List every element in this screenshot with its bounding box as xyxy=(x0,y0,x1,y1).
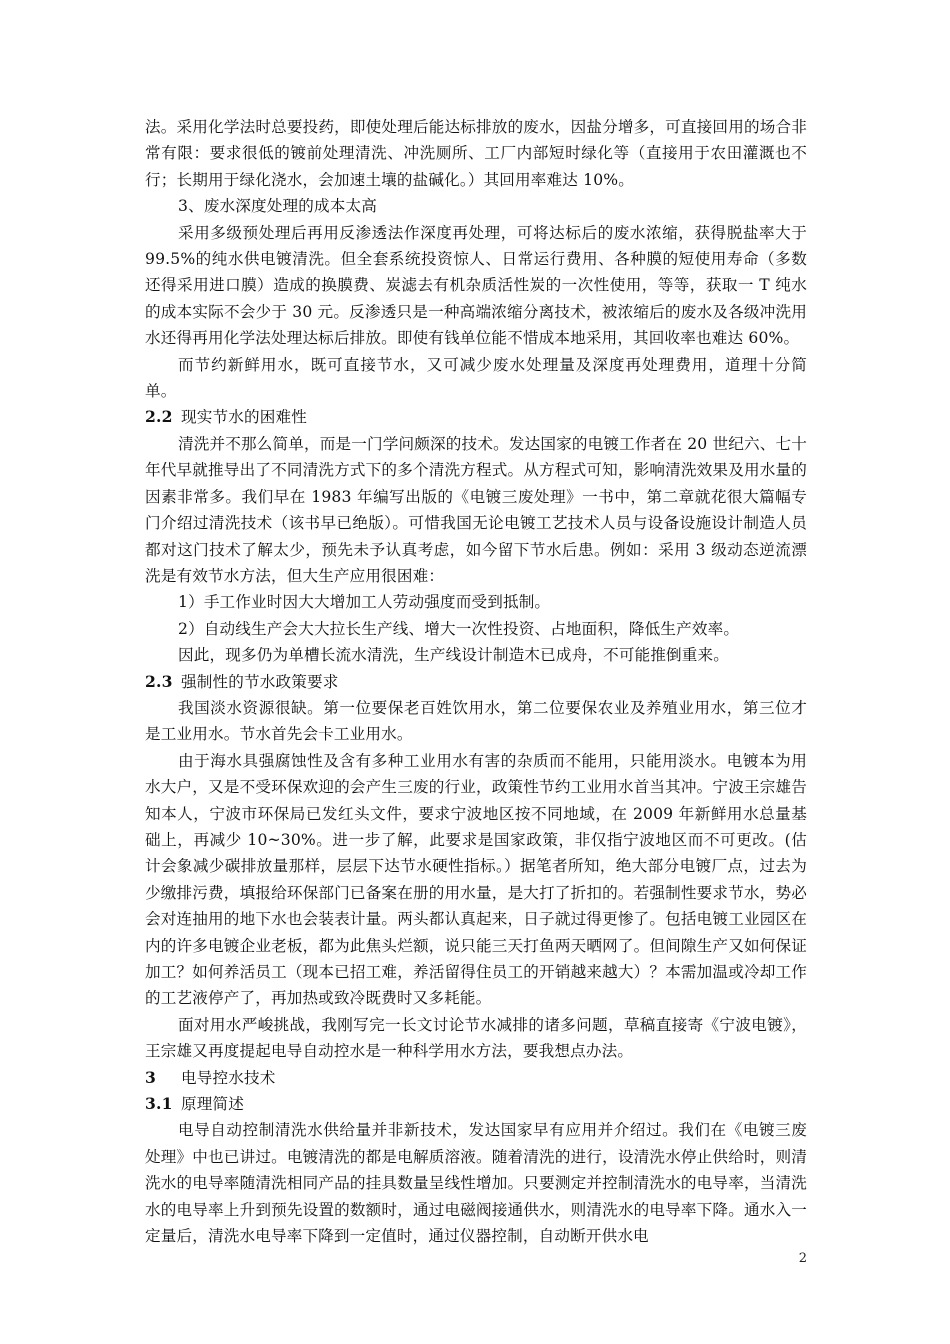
paragraph: 而节约新鲜用水，既可直接节水，又可减少废水处理量及深度再处理费用，道理十分简单。 xyxy=(145,355,807,401)
paragraph: 因此，现多仍为单槽长流水清洗，生产线设计制造木已成舟，不可能推倒重来。 xyxy=(178,646,730,665)
section-number: 2.3 xyxy=(145,671,173,691)
section-title: 现实节水的困难性 xyxy=(181,408,307,427)
section-number: 3 xyxy=(145,1067,157,1087)
section-title: 强制性的节水政策要求 xyxy=(181,672,339,691)
paragraph: 面对用水严峻挑战，我刚写完一长文讨论节水减排的诸多问题，草稿直接寄《宁波电镀》，王宗雄又再度提起电导自动控水是一种科学用水方法，要我想点办法。 xyxy=(145,1015,807,1061)
section-heading xyxy=(145,669,807,695)
section-heading xyxy=(145,1065,807,1091)
paragraph: 3、废水深度处理的成本太高 xyxy=(178,197,377,216)
paragraph: 1）手工作业时因大大增加工人劳动强度而受到抵制。 xyxy=(178,593,551,612)
paragraph: 采用多级预处理后再用反渗透法作深度再处理，可将达标后的废水浓缩，获得脱盐率大于 99.5%的纯水供电镀清洗。但全套系统投资惊人、日常运行费用、各种膜的短使用寿命（多数还得采用进口膜）造成的换膜费、炭滤去有机杂质活性炭的一次性使用，等等，获取一 T 纯水的成本实际不会少于 30 元。反渗透只是一种高端浓缩分离技术，被浓缩后的废水及各级冲洗用水还得再用化学法处理达标后排放。即使有钱单位能不惜成本地采用，其回收率也难达 60%。 xyxy=(145,223,807,348)
section-heading xyxy=(145,1091,807,1117)
section-title: 原理简述 xyxy=(181,1095,244,1114)
paragraph: 法。采用化学法时总要投药，即使处理后能达标排放的废水，因盐分增多，可直接回用的场合非常有限：要求很低的镀前处理清洗、冲洗厕所、工厂内部短时绿化等（直接用于农田灌溉也不行；长期用于绿化浇水，会加速土壤的盐碱化。）其回用率难达 10%。 xyxy=(145,118,807,189)
section-number: 2.2 xyxy=(145,407,173,427)
paragraph: 电导自动控制清洗水供给量并非新技术，发达国家早有应用并介绍过。我们在《电镀三废处理》中也已讲过。电镀清洗的都是电解质溶液。随着清洗的进行，设清洗水停止供给时，则清洗水的电导率随清洗相同产品的挂具数量呈线性增加。只要测定并控制清洗水的电导率，当清洗水的电导率上升到预先设置的数额时，通过电磁阀接通供水，则清洗水的电导率下降。通水入一定量后，清洗水电导率下降到一定值时，通过仪器控制，自动断开供水电 xyxy=(145,1121,807,1246)
document-body xyxy=(145,114,807,1249)
paragraph: 2）自动线生产会大大拉长生产线、增大一次性投资、占地面积，降低生产效率。 xyxy=(178,619,740,638)
section-heading xyxy=(145,404,807,430)
paragraph: 清洗并不那么简单，而是一门学问颇深的技术。发达国家的电镀工作者在 20 世纪六、七十年代早就推导出了不同清洗方式下的多个清洗方程式。从方程式可知，影响清洗效果及用水量的因素非常多。我们早在 1983 年编写出版的《电镀三废处理》一书中，第二章就花很大篇幅专门介绍过清洗技术（该书早已绝版）。可惜我国无论电镀工艺技术人员与设备设施设计制造人员都对这门技术了解太少，预先未予认真考虑，如今留下节水后患。例如：采用 3 级动态逆流漂洗是有效节水方法，但大生产应用很困难： xyxy=(145,434,807,585)
section-title: 电导控水技术 xyxy=(181,1068,276,1087)
paragraph: 我国淡水资源很缺。第一位要保老百姓饮用水，第二位要保农业及养殖业用水，第三位才是工业用水。节水首先会卡工业用水。 xyxy=(145,698,807,744)
section-number: 3.1 xyxy=(145,1094,173,1114)
page-number: 2 xyxy=(798,1251,807,1266)
paragraph: 由于海水具强腐蚀性及含有多种工业用水有害的杂质而不能用，只能用淡水。电镀本为用水大户，又是不受环保欢迎的会产生三废的行业，政策性节约工业用水首当其冲。宁波王宗雄告知本人，宁波市环保局已发红头文件，要求宁波地区按不同地域，在 2009 年新鲜用水总量基础上，再减少 10~30%。进一步了解，此要求是国家政策，非仅指宁波地区而不可更改。(估计会象减少碳排放量那样，层层下达节水硬性指标。）据笔者所知，绝大部分电镀厂点，过去为少缴排污费，填报给环保部门已备案在册的用水量，是大打了折扣的。若强制性要求节水，势必会对连抽用的地下水也会装表计量。两头都认真起来，日子就过得更惨了。包括电镀工业园区在内的许多电镀企业老板，都为此焦头烂额，说只能三天打鱼两天晒网了。但间隙生产又如何保证加工？如何养活员工（现本已招工难，养活留得住员工的开销越来越大）？本需加温或冷却工作的工艺液停产了，再加热或致冷既费时又多耗能。 xyxy=(145,751,807,1008)
